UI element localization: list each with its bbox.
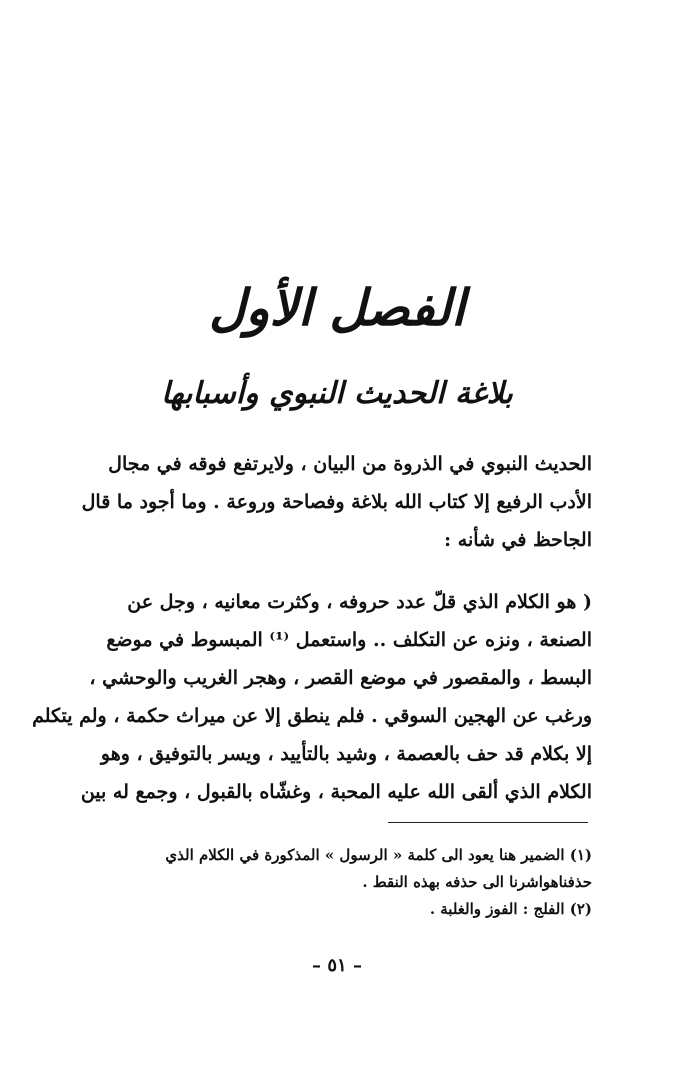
paragraph-line: ( هو الكلام الذي قلّ عدد حروفه ، وكثرت معانيه ، وجل عن [127,591,592,613]
paragraph-line: البسط ، والمقصور في موضع القصر ، وهجر الغريب والوحشي ، [89,667,592,689]
quote-paragraph [32,583,592,811]
chapter-title: الفصل الأول [209,278,465,337]
paragraph-line: ورغب عن الهجين السوقي . فلم ينطق إلا عن ميراث حكمة ، ولم يتكلم [32,705,592,727]
paragraph-line: الصنعة ، ونزه عن التكلف .. واستعمل ⁽¹⁾ المبسوط في موضع [106,629,592,651]
paragraph-line: الحديث النبوي في الذروة من البيان ، ولايرتفع فوقه في مجال [108,453,592,475]
footnote: (١) الضمير هنا يعود الى كلمة « الرسول » المذكورة في الكلام الذي [165,846,592,864]
paragraph-line: الأدب الرفيع إلا كتاب الله بلاغة وفصاحة وروعة . وما أجود ما قال [81,491,592,513]
footnote-divider [388,822,588,823]
footnote: (٢) الفلج : الفوز والغلبة . [429,900,592,918]
paragraph-line: الكلام الذي ألقى الله عليه المحبة ، وغشّاه بالقبول ، وجمع له بين [80,781,592,803]
paragraph-line: إلا بكلام قد حف بالعصمة ، وشيد بالتأييد ، ويسر بالتوفيق ، وهو [100,743,592,765]
footnotes [78,842,592,923]
footnote: حذفناهواشرنا الى حذفه بهذه النقط . [362,873,592,891]
chapter-subtitle: بلاغة الحديث النبوي وأسبابها [161,376,513,411]
intro-paragraph [78,445,592,559]
paragraph-line: الجاحظ في شأنه : [444,529,592,551]
page-number: – ٥١ – [312,955,362,976]
